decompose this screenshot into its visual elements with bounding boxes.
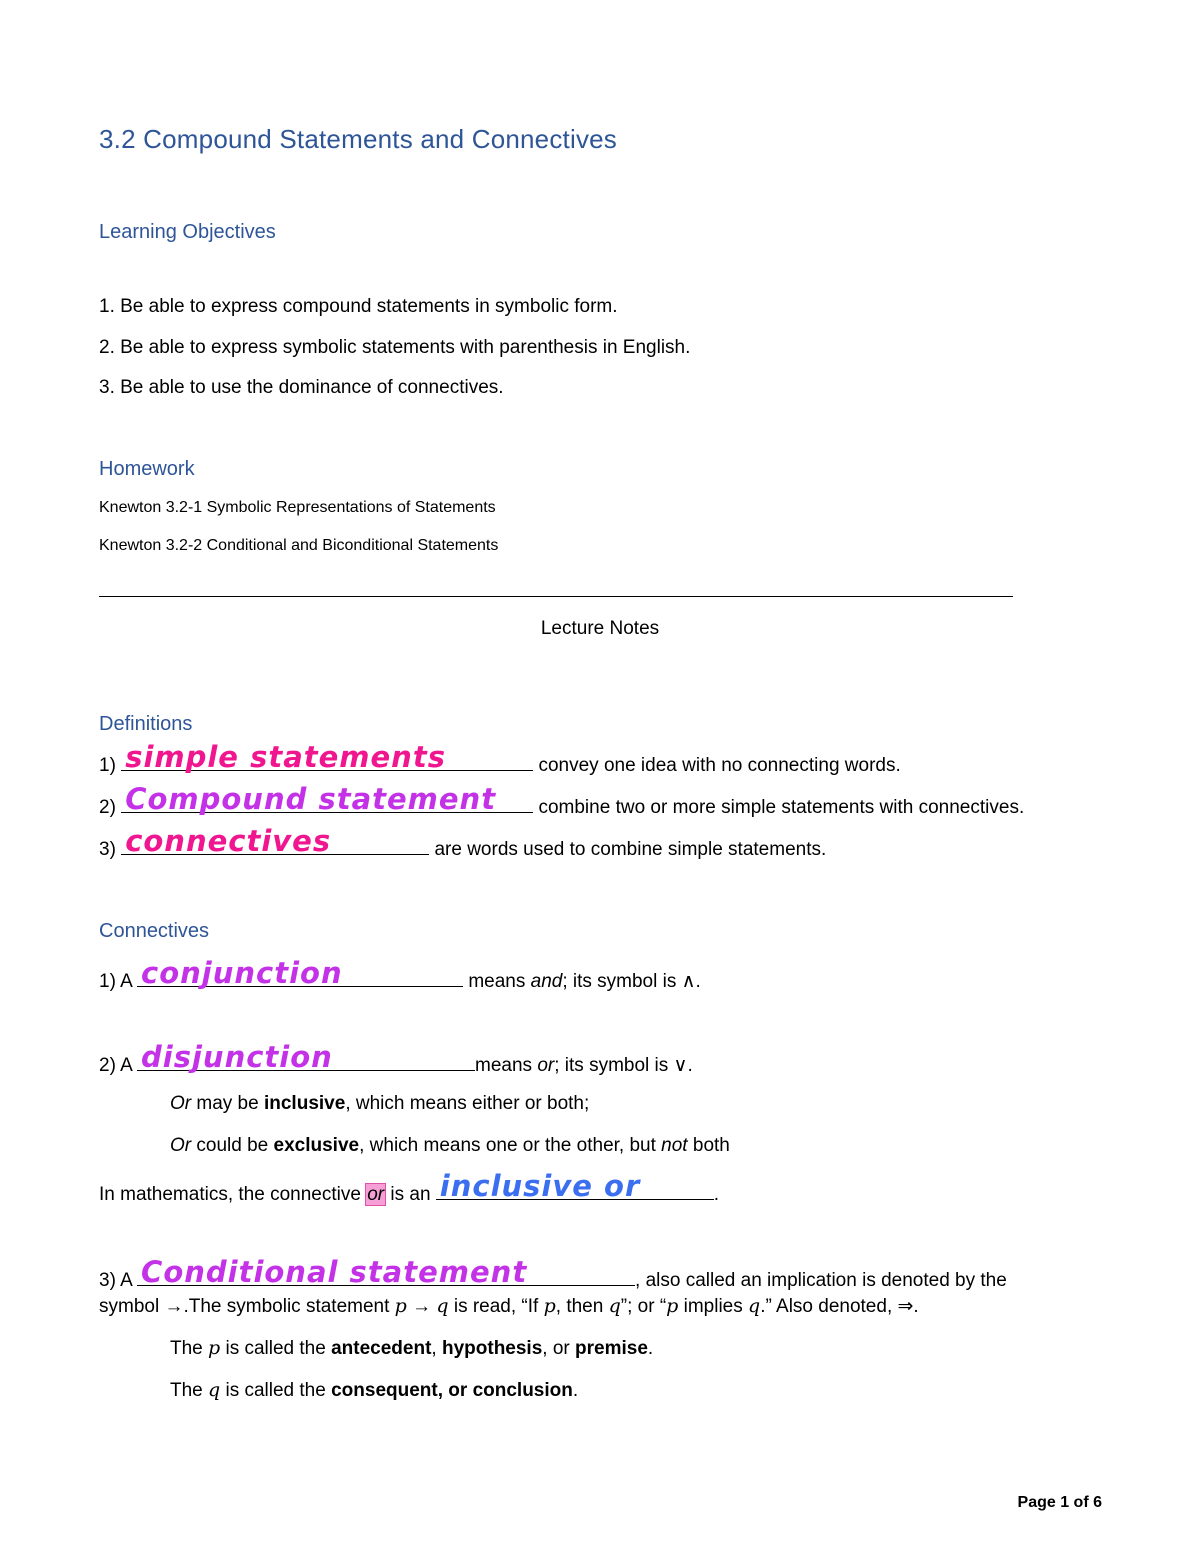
conditional-symbol-line <box>99 1295 919 1318</box>
math-variable: q <box>208 1379 221 1401</box>
connectives-heading: Connectives <box>99 920 210 942</box>
homework-heading: Homework <box>99 458 195 480</box>
text: , <box>431 1338 442 1359</box>
bold-term: exclusive <box>273 1135 360 1156</box>
italic-word: and <box>530 971 563 992</box>
homework-item: Knewton 3.2-1 Symbolic Representations of Statements <box>99 499 496 516</box>
antecedent-line <box>170 1337 653 1360</box>
fill-in-blank[interactable] <box>137 956 463 990</box>
objective-item: 1. Be able to express compound statements in symbolic form. <box>99 296 618 317</box>
definition-text: are words used to combine simple statements. <box>434 839 827 860</box>
math-variable: p <box>208 1337 221 1359</box>
fill-in-blank[interactable] <box>121 740 533 774</box>
text: .” Also denoted, ⇒. <box>760 1296 919 1317</box>
handwritten-answer: simple statements <box>125 740 446 774</box>
text: , which means either or both; <box>345 1093 590 1114</box>
definition-number: 1) <box>99 755 116 776</box>
text: , or <box>542 1338 576 1359</box>
math-variable: p <box>394 1295 407 1317</box>
text: . <box>572 1380 579 1401</box>
text: means <box>468 971 531 992</box>
text: is called the <box>220 1338 332 1359</box>
handwritten-answer: inclusive or <box>439 1169 641 1203</box>
italic-word: Or <box>170 1135 192 1156</box>
text: . <box>713 1184 720 1205</box>
item-prefix: 3) A <box>99 1270 132 1291</box>
text: could be <box>191 1135 274 1156</box>
text: means <box>475 1055 538 1076</box>
objective-item: 2. Be able to express symbolic statements with parenthesis in English. <box>99 337 691 358</box>
text: In mathematics, the connective <box>99 1184 367 1205</box>
math-variable: q <box>608 1295 621 1317</box>
definition-text: combine two or more simple statements with connectives. <box>538 797 1025 818</box>
definition-row-3 <box>99 824 827 861</box>
conditional-row <box>99 1255 1007 1292</box>
exclusive-or-line <box>170 1135 730 1157</box>
text: ; its symbol is ∨. <box>554 1055 693 1076</box>
objective-item: 3. Be able to use the dominance of connectives. <box>99 377 504 398</box>
handwritten-answer: Compound statement <box>125 782 497 816</box>
text: both <box>687 1135 730 1156</box>
definition-text: convey one idea with no connecting words. <box>538 755 901 776</box>
text: is read, “If <box>448 1296 544 1317</box>
text: ”; or “ <box>620 1296 667 1317</box>
text: may be <box>191 1093 264 1114</box>
item-prefix: 1) A <box>99 971 132 992</box>
inclusive-or-fill-line <box>99 1169 720 1206</box>
text: is an <box>385 1184 436 1205</box>
fill-in-blank[interactable] <box>137 1255 635 1289</box>
bold-term: antecedent <box>331 1338 432 1359</box>
definition-number: 2) <box>99 797 116 818</box>
fill-in-blank[interactable] <box>137 1040 475 1074</box>
homework-item: Knewton 3.2-2 Conditional and Biconditional Statements <box>99 537 499 554</box>
item-prefix: 2) A <box>99 1055 132 1076</box>
handwritten-answer: Conditional statement <box>141 1255 528 1289</box>
bold-term: consequent, or conclusion <box>331 1380 573 1401</box>
inclusive-or-line <box>170 1093 589 1115</box>
text: is called the <box>220 1380 332 1401</box>
italic-word: not <box>661 1135 688 1156</box>
consequent-line <box>170 1379 578 1402</box>
math-variable: p <box>543 1295 556 1317</box>
math-variable: q <box>748 1295 761 1317</box>
learning-objectives-heading: Learning Objectives <box>99 221 276 243</box>
lecture-notes-heading: Lecture Notes <box>540 618 660 639</box>
math-variable: q <box>436 1295 449 1317</box>
italic-word: or <box>537 1055 555 1076</box>
conjunction-row <box>99 956 701 993</box>
text: ; its symbol is ∧. <box>562 971 701 992</box>
page-title: 3.2 Compound Statements and Connectives <box>99 124 617 154</box>
fill-in-blank[interactable] <box>121 824 429 858</box>
text: The <box>170 1380 209 1401</box>
text: implies <box>678 1296 749 1317</box>
page-number: Page 1 of 6 <box>1017 1494 1102 1511</box>
definition-number: 3) <box>99 839 116 860</box>
text: → <box>406 1296 437 1317</box>
disjunction-row <box>99 1040 693 1077</box>
italic-word: Or <box>170 1093 192 1114</box>
text: , then <box>555 1296 609 1317</box>
handwritten-answer: disjunction <box>141 1040 333 1074</box>
handwritten-answer: conjunction <box>141 956 343 990</box>
text: symbol →.The symbolic statement <box>99 1296 395 1317</box>
text: , which means one or the other, but <box>359 1135 662 1156</box>
section-divider <box>99 596 1013 597</box>
fill-in-blank[interactable] <box>436 1169 714 1203</box>
bold-term: hypothesis <box>441 1338 543 1359</box>
bold-term: premise <box>575 1338 648 1359</box>
definition-row-1 <box>99 740 901 777</box>
definitions-heading: Definitions <box>99 713 193 735</box>
text: , also called an implication is denoted by the <box>635 1270 1007 1291</box>
highlighted-word: or <box>367 1184 385 1205</box>
math-variable: p <box>666 1295 679 1317</box>
fill-in-blank[interactable] <box>121 782 533 816</box>
text: The <box>170 1338 209 1359</box>
handwritten-answer: connectives <box>125 824 332 858</box>
definition-row-2 <box>99 782 1025 819</box>
bold-term: inclusive <box>263 1093 346 1114</box>
text: . <box>647 1338 654 1359</box>
